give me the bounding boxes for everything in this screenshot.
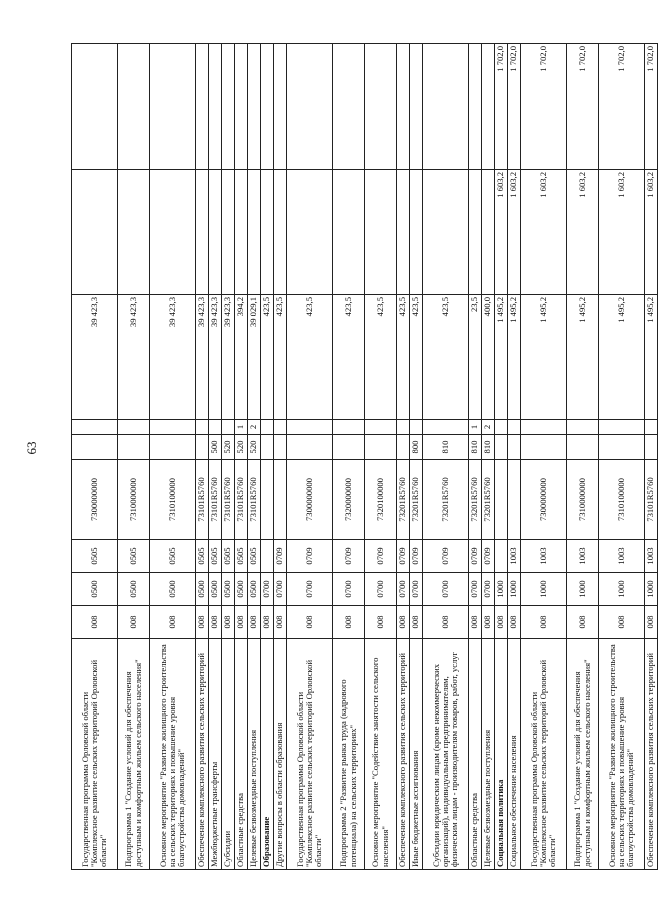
cell-expense-type: 810 bbox=[482, 435, 495, 460]
cell-source bbox=[645, 420, 658, 435]
table-row bbox=[495, 44, 508, 870]
cell-name: Основное мероприятие "Развитие жилищного строительства на сельских территориях и повышение уровня благоустройства домовладений" bbox=[599, 639, 645, 870]
cell-source bbox=[72, 420, 118, 435]
table-row bbox=[365, 44, 397, 870]
cell-amount-1: 1 495,2 bbox=[495, 295, 508, 420]
cell-subsection: 0505 bbox=[118, 540, 150, 573]
cell-expense-type: 810 bbox=[469, 435, 482, 460]
cell-amount-1: 423,5 bbox=[261, 295, 274, 420]
cell-expense-type: 800 bbox=[410, 435, 423, 460]
cell-ministry: 008 bbox=[287, 606, 333, 639]
table-row bbox=[248, 44, 261, 870]
cell-expense-type bbox=[150, 435, 196, 460]
cell-amount-1: 423,5 bbox=[397, 295, 410, 420]
cell-name: Целевые безвозмездные поступления bbox=[248, 639, 261, 870]
cell-subsection: 1003 bbox=[645, 540, 658, 573]
table-row bbox=[333, 44, 365, 870]
cell-amount-2 bbox=[410, 170, 423, 295]
cell-subsection: 0709 bbox=[333, 540, 365, 573]
cell-amount-3 bbox=[365, 44, 397, 170]
cell-source bbox=[495, 420, 508, 435]
cell-source bbox=[333, 420, 365, 435]
cell-subsection: 0709 bbox=[287, 540, 333, 573]
cell-source bbox=[222, 420, 235, 435]
cell-subsection bbox=[495, 540, 508, 573]
cell-amount-2 bbox=[397, 170, 410, 295]
cell-source bbox=[397, 420, 410, 435]
cell-amount-2 bbox=[482, 170, 495, 295]
cell-amount-3: 1 702,0 bbox=[521, 44, 567, 170]
cell-name: Обеспечение комплексного развития сельских территорий bbox=[196, 639, 209, 870]
cell-target-article: 73101R5760 bbox=[196, 460, 209, 540]
cell-subsection: 1003 bbox=[599, 540, 645, 573]
cell-subsection bbox=[261, 540, 274, 573]
cell-section: 1000 bbox=[521, 573, 567, 606]
cell-ministry: 008 bbox=[423, 606, 469, 639]
cell-name: Основное мероприятие "Содействие занятости сельского населения" bbox=[365, 639, 397, 870]
cell-name: Областные средства bbox=[235, 639, 248, 870]
cell-ministry: 008 bbox=[222, 606, 235, 639]
budget-table bbox=[71, 43, 658, 870]
cell-section: 0500 bbox=[150, 573, 196, 606]
page-number: 63 bbox=[24, 441, 39, 455]
cell-subsection: 0505 bbox=[235, 540, 248, 573]
cell-amount-1: 23,5 bbox=[469, 295, 482, 420]
cell-target-article bbox=[508, 460, 521, 540]
cell-amount-2 bbox=[222, 170, 235, 295]
table-row bbox=[196, 44, 209, 870]
cell-target-article: 7320000000 bbox=[333, 460, 365, 540]
cell-amount-1: 1 495,2 bbox=[508, 295, 521, 420]
cell-amount-2 bbox=[72, 170, 118, 295]
table-row bbox=[469, 44, 482, 870]
cell-ministry: 008 bbox=[209, 606, 222, 639]
cell-source bbox=[274, 420, 287, 435]
cell-expense-type bbox=[521, 435, 567, 460]
cell-ministry: 008 bbox=[274, 606, 287, 639]
cell-ministry: 008 bbox=[118, 606, 150, 639]
cell-name: Обеспечение комплексного развития сельских территорий bbox=[645, 639, 658, 870]
cell-amount-1: 39 423,3 bbox=[222, 295, 235, 420]
cell-amount-2 bbox=[469, 170, 482, 295]
cell-amount-1: 1 495,2 bbox=[567, 295, 599, 420]
cell-amount-3: 1 702,0 bbox=[599, 44, 645, 170]
cell-name: Областные средства bbox=[469, 639, 482, 870]
cell-subsection: 0505 bbox=[196, 540, 209, 573]
cell-ministry: 008 bbox=[410, 606, 423, 639]
cell-ministry: 008 bbox=[365, 606, 397, 639]
cell-ministry: 008 bbox=[645, 606, 658, 639]
table-row bbox=[274, 44, 287, 870]
cell-source bbox=[118, 420, 150, 435]
cell-expense-type bbox=[567, 435, 599, 460]
table-row bbox=[150, 44, 196, 870]
table-row bbox=[235, 44, 248, 870]
cell-target-article: 73101R5760 bbox=[248, 460, 261, 540]
cell-subsection: 1003 bbox=[521, 540, 567, 573]
cell-subsection: 0505 bbox=[222, 540, 235, 573]
cell-source bbox=[287, 420, 333, 435]
cell-name: Межбюджетные трансферты bbox=[209, 639, 222, 870]
cell-amount-3 bbox=[118, 44, 150, 170]
cell-target-article: 73101R5760 bbox=[222, 460, 235, 540]
cell-amount-3 bbox=[397, 44, 410, 170]
cell-ministry: 008 bbox=[196, 606, 209, 639]
cell-amount-3 bbox=[482, 44, 495, 170]
cell-target-article bbox=[274, 460, 287, 540]
cell-subsection: 0709 bbox=[482, 540, 495, 573]
cell-source bbox=[599, 420, 645, 435]
cell-amount-1: 39 423,3 bbox=[150, 295, 196, 420]
cell-expense-type: 520 bbox=[248, 435, 261, 460]
cell-name: Государственная программа Орловской области "Комплексное развитие сельских территорий Орловской области" bbox=[521, 639, 567, 870]
cell-source bbox=[365, 420, 397, 435]
cell-target-article: 73201R5760 bbox=[423, 460, 469, 540]
cell-target-article: 73101R5760 bbox=[209, 460, 222, 540]
cell-section: 0700 bbox=[482, 573, 495, 606]
cell-amount-1: 1 495,2 bbox=[645, 295, 658, 420]
cell-amount-3 bbox=[196, 44, 209, 170]
cell-amount-1: 423,5 bbox=[287, 295, 333, 420]
cell-source bbox=[196, 420, 209, 435]
cell-expense-type bbox=[508, 435, 521, 460]
cell-name: Субсидии bbox=[222, 639, 235, 870]
cell-ministry: 008 bbox=[261, 606, 274, 639]
cell-target-article: 7310100000 bbox=[599, 460, 645, 540]
cell-expense-type bbox=[274, 435, 287, 460]
cell-amount-1: 39 423,3 bbox=[209, 295, 222, 420]
cell-section: 0700 bbox=[423, 573, 469, 606]
cell-amount-1: 39 423,3 bbox=[118, 295, 150, 420]
cell-source bbox=[423, 420, 469, 435]
cell-expense-type bbox=[599, 435, 645, 460]
cell-amount-2 bbox=[365, 170, 397, 295]
cell-ministry: 008 bbox=[397, 606, 410, 639]
cell-subsection: 1003 bbox=[508, 540, 521, 573]
cell-amount-1: 423,5 bbox=[365, 295, 397, 420]
cell-subsection: 0709 bbox=[469, 540, 482, 573]
cell-section: 0500 bbox=[118, 573, 150, 606]
cell-ministry: 008 bbox=[150, 606, 196, 639]
cell-target-article: 73201R5760 bbox=[469, 460, 482, 540]
cell-target-article: 7310000000 bbox=[567, 460, 599, 540]
table-row bbox=[261, 44, 274, 870]
cell-amount-3: 1 702,0 bbox=[567, 44, 599, 170]
cell-amount-3 bbox=[209, 44, 222, 170]
cell-target-article: 73201R5760 bbox=[397, 460, 410, 540]
cell-expense-type bbox=[72, 435, 118, 460]
cell-expense-type bbox=[118, 435, 150, 460]
table-row bbox=[521, 44, 567, 870]
cell-name: Социальная политика bbox=[495, 639, 508, 870]
table-row bbox=[599, 44, 645, 870]
cell-amount-1: 39 029,1 bbox=[248, 295, 261, 420]
cell-source bbox=[567, 420, 599, 435]
cell-ministry: 008 bbox=[333, 606, 365, 639]
cell-section: 0700 bbox=[274, 573, 287, 606]
cell-ministry: 008 bbox=[72, 606, 118, 639]
cell-target-article: 7320100000 bbox=[365, 460, 397, 540]
cell-amount-3: 1 702,0 bbox=[645, 44, 658, 170]
table-row bbox=[222, 44, 235, 870]
cell-amount-1: 1 495,2 bbox=[521, 295, 567, 420]
rotated-table-wrapper bbox=[71, 44, 656, 870]
cell-subsection: 0709 bbox=[365, 540, 397, 573]
cell-section: 0700 bbox=[287, 573, 333, 606]
cell-section: 1000 bbox=[599, 573, 645, 606]
cell-name: Социальное обеспечение населения bbox=[508, 639, 521, 870]
cell-target-article bbox=[261, 460, 274, 540]
cell-amount-2: 1 603,2 bbox=[599, 170, 645, 295]
cell-section: 0700 bbox=[469, 573, 482, 606]
cell-amount-3 bbox=[235, 44, 248, 170]
cell-amount-2 bbox=[274, 170, 287, 295]
cell-target-article: 73101R5760 bbox=[235, 460, 248, 540]
table-row bbox=[645, 44, 658, 870]
cell-subsection: 0709 bbox=[397, 540, 410, 573]
cell-ministry: 008 bbox=[482, 606, 495, 639]
cell-name: Образование bbox=[261, 639, 274, 870]
cell-expense-type: 520 bbox=[235, 435, 248, 460]
cell-ministry: 008 bbox=[248, 606, 261, 639]
cell-amount-2 bbox=[235, 170, 248, 295]
cell-subsection: 1003 bbox=[567, 540, 599, 573]
cell-target-article: 7310100000 bbox=[150, 460, 196, 540]
cell-section: 1000 bbox=[567, 573, 599, 606]
cell-amount-3: 1 702,0 bbox=[508, 44, 521, 170]
cell-target-article: 73201R5760 bbox=[482, 460, 495, 540]
cell-source: 2 bbox=[248, 420, 261, 435]
cell-amount-2 bbox=[248, 170, 261, 295]
table-row bbox=[118, 44, 150, 870]
cell-source: 2 bbox=[482, 420, 495, 435]
cell-expense-type: 500 bbox=[209, 435, 222, 460]
cell-section: 1000 bbox=[508, 573, 521, 606]
cell-target-article: 73101R5760 bbox=[645, 460, 658, 540]
table-row bbox=[423, 44, 469, 870]
cell-amount-2: 1 603,2 bbox=[567, 170, 599, 295]
cell-amount-3 bbox=[410, 44, 423, 170]
cell-amount-2 bbox=[333, 170, 365, 295]
cell-expense-type bbox=[261, 435, 274, 460]
cell-source bbox=[508, 420, 521, 435]
cell-expense-type bbox=[196, 435, 209, 460]
cell-amount-2: 1 603,2 bbox=[508, 170, 521, 295]
cell-amount-1: 400,0 bbox=[482, 295, 495, 420]
cell-section: 0700 bbox=[261, 573, 274, 606]
cell-section: 0500 bbox=[72, 573, 118, 606]
cell-amount-3 bbox=[248, 44, 261, 170]
cell-expense-type bbox=[645, 435, 658, 460]
cell-ministry: 008 bbox=[469, 606, 482, 639]
cell-target-article: 7300000000 bbox=[72, 460, 118, 540]
cell-section: 1000 bbox=[645, 573, 658, 606]
cell-name: Подпрограмма 1 "Создание условий для обеспечения доступным и комфортным жильем сельского населения" bbox=[118, 639, 150, 870]
cell-subsection: 0709 bbox=[423, 540, 469, 573]
cell-amount-1: 423,5 bbox=[423, 295, 469, 420]
cell-amount-1: 423,5 bbox=[410, 295, 423, 420]
cell-source bbox=[209, 420, 222, 435]
table-row bbox=[508, 44, 521, 870]
cell-subsection: 0709 bbox=[410, 540, 423, 573]
cell-subsection: 0709 bbox=[274, 540, 287, 573]
cell-ministry: 008 bbox=[508, 606, 521, 639]
cell-name: Иные бюджетные ассигнования bbox=[410, 639, 423, 870]
cell-subsection: 0505 bbox=[248, 540, 261, 573]
cell-subsection: 0505 bbox=[150, 540, 196, 573]
cell-amount-3 bbox=[261, 44, 274, 170]
cell-ministry: 008 bbox=[521, 606, 567, 639]
table-row bbox=[410, 44, 423, 870]
cell-amount-3 bbox=[469, 44, 482, 170]
cell-amount-3 bbox=[274, 44, 287, 170]
cell-amount-1: 1 495,2 bbox=[599, 295, 645, 420]
table-row bbox=[482, 44, 495, 870]
cell-expense-type bbox=[333, 435, 365, 460]
cell-section: 0700 bbox=[410, 573, 423, 606]
cell-source bbox=[150, 420, 196, 435]
cell-source: 1 bbox=[235, 420, 248, 435]
cell-section: 0500 bbox=[248, 573, 261, 606]
cell-amount-3 bbox=[222, 44, 235, 170]
cell-subsection: 0505 bbox=[209, 540, 222, 573]
cell-name: Обеспечение комплексного развития сельских территорий bbox=[397, 639, 410, 870]
cell-ministry: 008 bbox=[495, 606, 508, 639]
cell-source: 1 bbox=[469, 420, 482, 435]
cell-expense-type bbox=[287, 435, 333, 460]
cell-name: Государственная программа Орловской области "Комплексное развитие сельских территорий Орловской области" bbox=[72, 639, 118, 870]
cell-name: Подпрограмма 1 "Создание условий для обеспечения доступным и комфортным жильем сельского населения" bbox=[567, 639, 599, 870]
cell-amount-2 bbox=[287, 170, 333, 295]
table-row bbox=[397, 44, 410, 870]
cell-amount-1: 39 423,3 bbox=[72, 295, 118, 420]
table-row bbox=[287, 44, 333, 870]
cell-section: 0500 bbox=[235, 573, 248, 606]
cell-amount-2 bbox=[261, 170, 274, 295]
cell-target-article: 7300000000 bbox=[521, 460, 567, 540]
cell-target-article bbox=[495, 460, 508, 540]
cell-section: 0500 bbox=[222, 573, 235, 606]
cell-target-article: 7310000000 bbox=[118, 460, 150, 540]
table-row bbox=[567, 44, 599, 870]
cell-subsection: 0505 bbox=[72, 540, 118, 573]
cell-amount-2: 1 603,2 bbox=[645, 170, 658, 295]
cell-section: 0500 bbox=[209, 573, 222, 606]
cell-amount-3 bbox=[333, 44, 365, 170]
cell-ministry: 008 bbox=[567, 606, 599, 639]
cell-amount-2 bbox=[196, 170, 209, 295]
table-row bbox=[72, 44, 118, 870]
cell-expense-type: 520 bbox=[222, 435, 235, 460]
cell-section: 0700 bbox=[397, 573, 410, 606]
cell-amount-2: 1 603,2 bbox=[521, 170, 567, 295]
cell-amount-1: 423,5 bbox=[274, 295, 287, 420]
cell-amount-2 bbox=[118, 170, 150, 295]
cell-amount-3 bbox=[72, 44, 118, 170]
cell-section: 1000 bbox=[495, 573, 508, 606]
cell-expense-type: 810 bbox=[423, 435, 469, 460]
cell-amount-1: 39 423,3 bbox=[196, 295, 209, 420]
cell-source bbox=[521, 420, 567, 435]
cell-name: Другие вопросы в области образования bbox=[274, 639, 287, 870]
cell-section: 0500 bbox=[196, 573, 209, 606]
cell-name: Основное мероприятие "Развитие жилищного строительства на сельских территориях и повышение уровня благоустройства домовладений" bbox=[150, 639, 196, 870]
cell-amount-1: 394,2 bbox=[235, 295, 248, 420]
cell-amount-3 bbox=[287, 44, 333, 170]
cell-amount-3 bbox=[150, 44, 196, 170]
cell-name: Целевые безвозмездные поступления bbox=[482, 639, 495, 870]
cell-amount-3: 1 702,0 bbox=[495, 44, 508, 170]
cell-amount-3 bbox=[423, 44, 469, 170]
cell-ministry: 008 bbox=[235, 606, 248, 639]
cell-name: Государственная программа Орловской области "Комплексное развитие сельских территорий Орловской области" bbox=[287, 639, 333, 870]
cell-source bbox=[410, 420, 423, 435]
table-row bbox=[209, 44, 222, 870]
cell-name: Субсидии юридическим лицам (кроме некоммерческих организаций), индивидуальным предпринимателям, физическим лицам - производителям товаров, работ, услуг bbox=[423, 639, 469, 870]
cell-amount-1: 423,5 bbox=[333, 295, 365, 420]
cell-amount-2 bbox=[150, 170, 196, 295]
cell-amount-2: 1 603,2 bbox=[495, 170, 508, 295]
cell-amount-2 bbox=[209, 170, 222, 295]
cell-expense-type bbox=[365, 435, 397, 460]
cell-ministry: 008 bbox=[599, 606, 645, 639]
cell-expense-type bbox=[495, 435, 508, 460]
cell-target-article: 7300000000 bbox=[287, 460, 333, 540]
cell-expense-type bbox=[397, 435, 410, 460]
cell-section: 0700 bbox=[365, 573, 397, 606]
cell-name: Подпрограмма 2 "Развитие рынка труда (кадрового потенциала) на сельских территориях" bbox=[333, 639, 365, 870]
cell-amount-2 bbox=[423, 170, 469, 295]
cell-source bbox=[261, 420, 274, 435]
cell-target-article: 73201R5760 bbox=[410, 460, 423, 540]
cell-section: 0700 bbox=[333, 573, 365, 606]
